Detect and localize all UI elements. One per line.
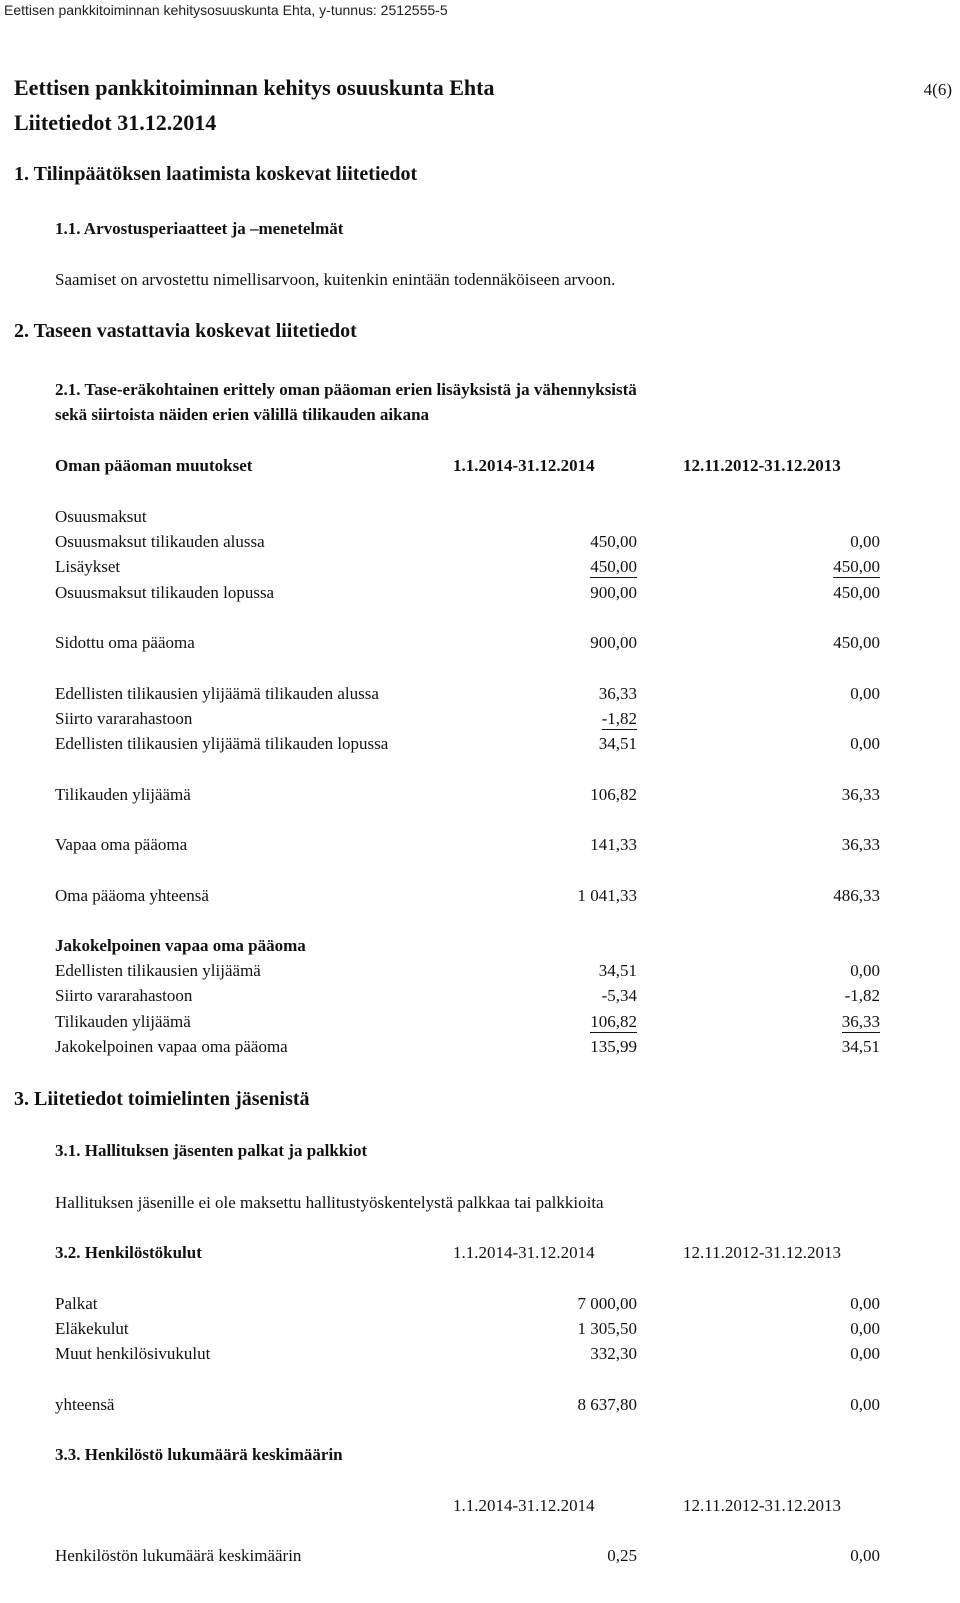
row-label: Oma pääoma yhteensä [55,886,209,905]
row-label: Henkilöstön lukumäärä keskimäärin [55,1546,302,1565]
table-row [55,986,885,1010]
row-value-2013: 36,33 [841,835,880,854]
table-row [55,1395,885,1419]
table-row [55,886,885,910]
headcount-col2-header: 12.11.2012-31.12.2013 [683,1496,842,1515]
table-row [55,557,885,581]
table-row [55,709,885,733]
row-value-2014: -5,34 [601,986,637,1005]
row-label: Tilikauden ylijäämä [55,1012,191,1031]
row-value-2013: 450,00 [833,583,880,602]
section-1-1-text: Saamiset on arvostettu nimellisarvoon, kuitenkin enintään todennäköiseen arvoon. [55,270,616,289]
equity-changes-label: Oman pääoman muutokset [55,456,253,475]
row-value-2013: -1,82 [844,986,880,1005]
row-label: Muut henkilösivukulut [55,1344,211,1363]
row-value-2013: 0,00 [850,684,880,703]
row-value-2014: 135,99 [590,1037,637,1056]
row-value-2013: 34,51 [841,1037,880,1056]
row-value-2013: 450,00 [833,633,880,652]
table-row [55,633,885,657]
section-2-1-title-line1: 2.1. Tase-eräkohtainen erittely oman pääoman erien lisäyksistä ja vähennyksistä [55,380,637,399]
section-2-title: 2. Taseen vastattavia koskevat liitetiedot [14,320,357,342]
row-value-2014: 1 305,50 [577,1319,637,1338]
table-row [55,684,885,708]
row-label: Palkat [55,1294,98,1313]
row-value-2014: 0,25 [607,1546,637,1565]
row-label: Tilikauden ylijäämä [55,785,191,804]
row-value-2013: 0,00 [850,961,880,980]
row-value-2014: 34,51 [598,961,637,980]
headcount-col1-header: 1.1.2014-31.12.2014 [453,1496,595,1515]
row-value-2014: 36,33 [598,684,637,703]
row-label: Siirto vararahastoon [55,986,193,1005]
row-value-2013: 36,33 [841,785,880,804]
section-3-title: 3. Liitetiedot toimielinten jäsenistä [14,1088,310,1110]
row-value-2013: 0,00 [850,532,880,551]
row-value-2014: 7 000,00 [577,1294,637,1313]
equity-col1-header: 1.1.2014-31.12.2014 [453,456,595,475]
row-value-2013: 0,00 [850,1319,880,1338]
row-value-2013: 0,00 [850,734,880,753]
row-value-2013: 450,00 [833,557,880,576]
section-1-1-title: 1.1. Arvostusperiaatteet ja –menetelmät [55,219,344,238]
equity-col2-header: 12.11.2012-31.12.2013 [683,456,841,475]
row-label: Eläkekulut [55,1319,129,1338]
row-label: Edellisten tilikausien ylijäämä tilikauden lopussa [55,734,389,753]
row-value-2014: 450,00 [590,557,637,576]
row-value-2014: 450,00 [590,532,637,551]
row-value-2014: 106,82 [590,785,637,804]
row-value-2014: -1,82 [601,709,637,728]
row-value-2014: 1 041,33 [577,886,637,905]
table-row [55,835,885,859]
row-value-2013: 0,00 [850,1546,880,1565]
row-value-2014: 332,30 [590,1344,637,1363]
row-value-2013: 0,00 [850,1294,880,1313]
table-row [55,734,885,758]
table-row [55,507,885,531]
table-row [55,583,885,607]
section-3-1-title: 3.1. Hallituksen jäsenten palkat ja palkkiot [55,1141,368,1160]
running-header: Eettisen pankkitoiminnan kehitysosuuskunta Ehta, y-tunnus: 2512555-5 [4,2,448,18]
table-row [55,1546,885,1570]
row-label: Osuusmaksut tilikauden alussa [55,532,265,551]
company-name: Eettisen pankkitoiminnan kehitys osuuskunta Ehta [14,75,495,100]
personnel-col2-header: 12.11.2012-31.12.2013 [683,1243,842,1262]
row-value-2014: 34,51 [598,734,637,753]
table-row [55,961,885,985]
section-3-1-text: Hallituksen jäsenille ei ole maksettu hallitustyöskentelystä palkkaa tai palkkioita [55,1193,604,1212]
document-subtitle: Liitetiedot 31.12.2014 [14,110,217,135]
table-row [55,936,885,960]
row-value-2013: 0,00 [850,1395,880,1414]
row-label: Edellisten tilikausien ylijäämä tilikauden alussa [55,684,379,703]
page-number: 4(6) [923,80,952,99]
table-row [55,1294,885,1318]
row-label: Osuusmaksut [55,507,147,526]
row-label: yhteensä [55,1395,115,1414]
row-label: Vapaa oma pääoma [55,835,188,854]
table-row [55,785,885,809]
section-3-2-title: 3.2. Henkilöstökulut [55,1243,202,1262]
table-row [55,1037,885,1061]
row-label: Siirto vararahastoon [55,709,193,728]
row-value-2013: 36,33 [841,1012,880,1031]
row-label: Edellisten tilikausien ylijäämä [55,961,261,980]
row-value-2014: 106,82 [590,1012,637,1031]
row-value-2014: 8 637,80 [577,1395,637,1414]
row-value-2013: 486,33 [833,886,880,905]
row-value-2014: 141,33 [590,835,637,854]
row-value-2014: 900,00 [590,583,637,602]
row-value-2014: 900,00 [590,633,637,652]
row-label: Lisäykset [55,557,121,576]
section-3-3-title: 3.3. Henkilöstö lukumäärä keskimäärin [55,1445,343,1464]
table-row [55,1319,885,1343]
section-2-1-title-line2: sekä siirtoista näiden erien välillä tilikauden aikana [55,405,430,424]
section-1-title: 1. Tilinpäätöksen laatimista koskevat liitetiedot [14,163,418,185]
table-row [55,1012,885,1036]
row-value-2013: 0,00 [850,1344,880,1363]
row-label: Sidottu oma pääoma [55,633,195,652]
row-label: Osuusmaksut tilikauden lopussa [55,583,275,602]
table-row [55,1344,885,1368]
row-label: Jakokelpoinen vapaa oma pääoma [55,936,306,955]
row-label: Jakokelpoinen vapaa oma pääoma [55,1037,288,1056]
table-row [55,532,885,556]
personnel-col1-header: 1.1.2014-31.12.2014 [453,1243,595,1262]
